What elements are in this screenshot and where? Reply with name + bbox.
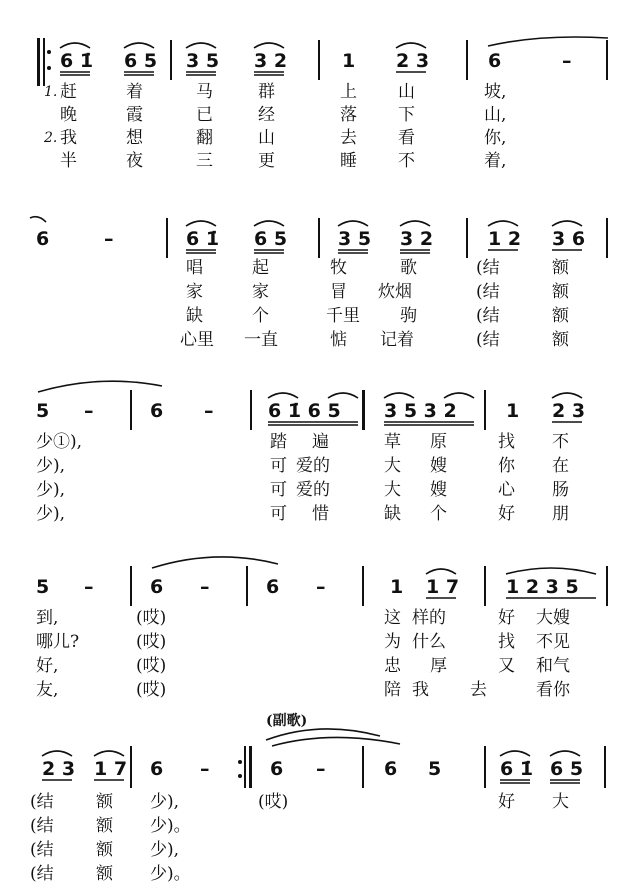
lyric: 牧 <box>330 258 347 278</box>
lyric: 着 <box>126 82 143 102</box>
lyric: 大 <box>384 456 401 476</box>
barline <box>362 390 365 430</box>
note-group: 3 6 <box>552 228 586 250</box>
lyric: 原 <box>430 432 447 452</box>
barline <box>170 40 172 80</box>
lyric: 记着 <box>380 330 414 350</box>
note-group: 6 5 <box>254 228 288 250</box>
lyric: 可 <box>270 504 287 524</box>
note-group: 1 7 <box>94 758 128 780</box>
lyric: (结 <box>476 282 500 302</box>
note-group: 3 2 <box>254 50 288 72</box>
repeat-start-thin-barline <box>43 38 45 86</box>
lyric: 好 <box>498 608 515 628</box>
note: 6 <box>36 228 50 250</box>
lyric: 厚 <box>430 656 447 676</box>
lyric: (哎) <box>258 792 289 812</box>
lyric: 可 <box>270 456 287 476</box>
lyric: 山, <box>484 105 507 125</box>
lyric: 不 <box>552 432 569 452</box>
barline <box>362 746 364 788</box>
lyric: 炊烟 <box>378 282 412 302</box>
lyric: 额 <box>552 282 569 302</box>
dash: – <box>316 758 326 780</box>
lyric: 遍 <box>312 432 329 452</box>
note-group: 6 1̇ <box>186 228 220 250</box>
lyric: (结 <box>476 330 500 350</box>
lyric: 额 <box>552 330 569 350</box>
barline <box>246 566 248 606</box>
lyric: 额 <box>552 306 569 326</box>
lyric: 你, <box>484 128 507 148</box>
lyric: 缺 <box>384 504 401 524</box>
lyric: 大 <box>552 792 569 812</box>
lyric: 唱 <box>186 258 203 278</box>
verse-number: 1. <box>44 84 58 100</box>
dash: – <box>200 576 210 598</box>
lyric: (哎) <box>136 608 167 628</box>
lyric: 群 <box>258 82 275 102</box>
lyric: 想 <box>126 128 143 148</box>
lyric: 少), <box>150 840 180 860</box>
lyric: 又 <box>498 656 515 676</box>
repeat-dot <box>238 774 242 778</box>
lyric: 忠 <box>384 656 401 676</box>
lyric: 缺 <box>186 306 203 326</box>
lyric: 好, <box>36 656 59 676</box>
barline <box>606 218 608 258</box>
lyric: 可 <box>270 480 287 500</box>
lyric: 惦 <box>330 330 347 350</box>
lyric: 下 <box>398 105 415 125</box>
note-group: 2 3 <box>396 50 430 72</box>
note: 5 <box>36 576 50 598</box>
barline <box>484 390 486 430</box>
note-group: 6 5 <box>124 50 158 72</box>
lyric: 少)。 <box>150 816 191 836</box>
lyric: 看 <box>398 128 415 148</box>
lyric: 家 <box>252 282 269 302</box>
note: 6 <box>150 576 164 598</box>
verse-number: 2. <box>44 130 58 146</box>
lyric: 嫂 <box>430 456 447 476</box>
lyric: 到, <box>36 608 59 628</box>
lyric: 草 <box>384 432 401 452</box>
dash: – <box>84 400 94 422</box>
lyric: 坡, <box>484 82 507 102</box>
lyric: 上 <box>340 82 357 102</box>
lyric: 大 <box>384 480 401 500</box>
lyric: (哎) <box>136 656 167 676</box>
dash: – <box>204 400 214 422</box>
note: 5 <box>36 400 50 422</box>
repeat-dot <box>47 50 51 54</box>
dash: – <box>316 576 326 598</box>
lyric: (哎) <box>136 632 167 652</box>
barline <box>484 566 486 606</box>
note: 1 <box>390 576 404 598</box>
lyric: 样的 <box>412 608 446 628</box>
lyric: 什么 <box>412 632 446 652</box>
lyric: 和气 <box>536 656 570 676</box>
note-group: 1 7 <box>426 576 460 598</box>
lyric: 冒 <box>330 282 347 302</box>
note-group: 6 1̇ <box>500 758 534 780</box>
lyric: 少), <box>36 456 66 476</box>
lyric: 好 <box>498 792 515 812</box>
lyric: 哪儿? <box>36 632 80 652</box>
barline <box>362 566 364 606</box>
repeat-thin-barline <box>244 746 246 788</box>
lyric: 去 <box>340 128 357 148</box>
lyric: 少), <box>36 504 66 524</box>
lyric: 不见 <box>536 632 570 652</box>
lyric: 山 <box>258 128 275 148</box>
barline <box>130 746 132 788</box>
lyric: 大嫂 <box>536 608 570 628</box>
note-group: 3 5 3 2 <box>384 400 457 422</box>
note-group: 1 2 3 5 <box>506 576 579 598</box>
barline <box>466 40 468 80</box>
lyric: 起 <box>252 258 269 278</box>
lyric: 驹 <box>400 306 417 326</box>
lyric: 经 <box>258 105 275 125</box>
repeat-dot <box>238 760 242 764</box>
note: 6 <box>384 758 398 780</box>
lyric: 家 <box>186 282 203 302</box>
barline <box>484 746 486 788</box>
lyric: 晚 <box>60 105 77 125</box>
refrain-label: (副歌) <box>266 713 308 729</box>
lyric: 夜 <box>126 151 143 171</box>
note-group: 3 5 <box>338 228 372 250</box>
repeat-thick-barline <box>249 746 252 788</box>
lyric: 少)。 <box>150 864 191 884</box>
note-group: 2 3 <box>552 400 586 422</box>
lyric: (结 <box>30 864 54 884</box>
lyric: 爱的 <box>296 480 330 500</box>
lyric: (结 <box>476 306 500 326</box>
dash: – <box>200 758 210 780</box>
lyric: 好 <box>498 504 515 524</box>
lyric: 爱的 <box>296 456 330 476</box>
lyric: 惜 <box>312 504 329 524</box>
lyric: 踏 <box>270 432 287 452</box>
lyric: 个 <box>252 306 269 326</box>
barline <box>466 218 468 258</box>
lyric: 一直 <box>244 330 278 350</box>
lyric: 半 <box>60 151 77 171</box>
lyric: 在 <box>552 456 569 476</box>
lyric: 更 <box>258 151 275 171</box>
lyric: 赶 <box>60 82 77 102</box>
lyric: 歌 <box>400 258 417 278</box>
note: 6 <box>150 400 164 422</box>
lyric: 千里 <box>326 306 360 326</box>
lyric: 你 <box>498 456 515 476</box>
barline <box>606 40 608 80</box>
lyric: 为 <box>384 632 401 652</box>
lyric: (哎) <box>136 680 167 700</box>
lyric: 找 <box>498 632 515 652</box>
lyric: 少①), <box>36 432 83 452</box>
lyric: 少), <box>150 792 180 812</box>
note: 5 <box>428 758 442 780</box>
lyric: 不 <box>398 151 415 171</box>
lyric: 嫂 <box>430 480 447 500</box>
lyric: 找 <box>498 432 515 452</box>
lyric: 霞 <box>126 105 143 125</box>
lyric: 落 <box>340 105 357 125</box>
lyric: 额 <box>552 258 569 278</box>
note-group: 3 2 <box>400 228 434 250</box>
lyric: 少), <box>36 480 66 500</box>
lyric: 看你 <box>536 680 570 700</box>
note-group: 3 5 <box>186 50 220 72</box>
repeat-start-thick-barline <box>37 38 40 86</box>
lyric: (结 <box>476 258 500 278</box>
lyric: 去 <box>470 680 487 700</box>
lyric: 陪 <box>384 680 401 700</box>
note-group: 1 2 <box>488 228 522 250</box>
lyric: 心 <box>498 480 515 500</box>
note-group: 6 1̇ 6 5 <box>268 400 341 422</box>
lyric: 心里 <box>180 330 214 350</box>
lyric: 额 <box>96 840 113 860</box>
note-group: 6 5 <box>550 758 584 780</box>
dash: – <box>84 576 94 598</box>
barline <box>604 746 606 788</box>
lyric: 个 <box>430 504 447 524</box>
lyric: 额 <box>96 816 113 836</box>
lyric: 肠 <box>552 480 569 500</box>
lyric: (结 <box>30 840 54 860</box>
lyric: 我 <box>412 680 429 700</box>
lyric: 睡 <box>340 151 357 171</box>
lyric: 翻 <box>196 128 213 148</box>
repeat-dot <box>47 66 51 70</box>
lyric: 这 <box>384 608 401 628</box>
lyric: 山 <box>398 82 415 102</box>
note: 6 <box>488 50 502 72</box>
lyric: 朋 <box>552 504 569 524</box>
lyric: 三 <box>196 151 213 171</box>
lyric: 额 <box>96 864 113 884</box>
barline <box>166 218 168 258</box>
lyric: 着, <box>484 151 507 171</box>
barline <box>250 390 252 430</box>
lyric: (结 <box>30 816 54 836</box>
note: 1 <box>342 50 356 72</box>
barline <box>318 40 320 80</box>
lyric: (结 <box>30 792 54 812</box>
barline <box>130 390 132 430</box>
dash: – <box>104 228 114 250</box>
lyric: 已 <box>196 105 213 125</box>
note: 6 <box>270 758 284 780</box>
note: 6 <box>266 576 280 598</box>
note-group: 2 3 <box>42 758 76 780</box>
lyric: 马 <box>196 82 213 102</box>
dash: – <box>562 50 572 72</box>
note: 6 <box>150 758 164 780</box>
lyric: 友, <box>36 680 59 700</box>
barline <box>130 566 132 606</box>
note-group: 6 1̇ <box>60 50 94 72</box>
barline <box>606 566 608 606</box>
lyric: 我 <box>60 128 77 148</box>
lyric: 额 <box>96 792 113 812</box>
note: 1 <box>506 400 520 422</box>
barline <box>318 218 320 258</box>
